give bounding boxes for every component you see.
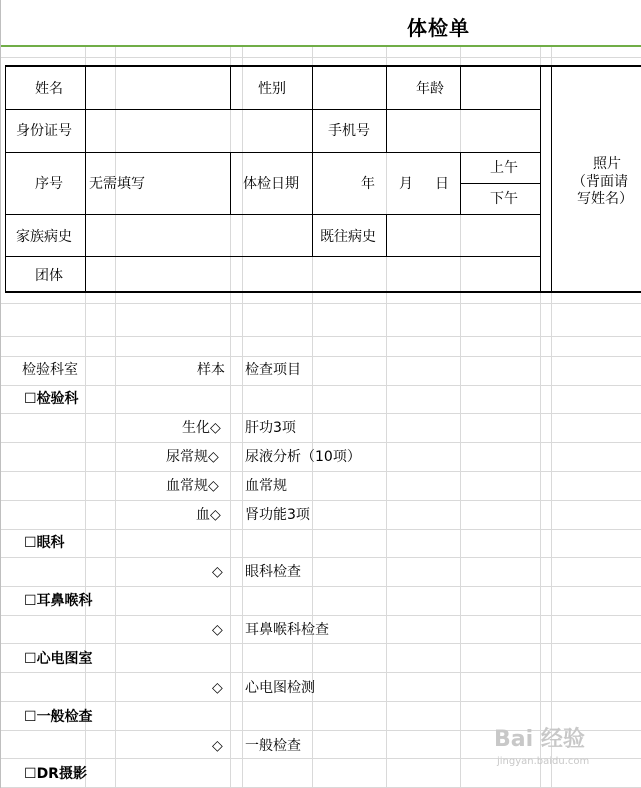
section-ent: ☐耳鼻喉科 — [24, 593, 93, 609]
diamond-icon: ◇ — [212, 564, 223, 580]
watermark-url: jingyan.baidu.com — [497, 756, 590, 767]
gender-label: 性别 — [258, 81, 286, 97]
item-cell: 心电图检测 — [245, 680, 315, 696]
month-label: 月 — [399, 176, 413, 192]
diamond-icon: ◇ — [208, 478, 219, 494]
section-dr: ☐DR摄影 — [24, 766, 87, 782]
item-cell: 肾功能3项 — [245, 507, 310, 523]
section-ecg: ☐心电图室 — [24, 651, 93, 667]
item-cell: 尿液分析（10项） — [245, 449, 361, 465]
age-label: 年龄 — [416, 81, 444, 97]
seq-label: 序号 — [35, 176, 63, 192]
diamond-icon: ◇ — [210, 507, 221, 523]
item-cell: 血常规 — [245, 478, 287, 494]
phone-label: 手机号 — [328, 123, 370, 139]
item-cell: 一般检查 — [245, 738, 301, 754]
seq-value: 无需填写 — [89, 176, 145, 192]
checkbox-icon[interactable]: ☐ — [24, 593, 37, 609]
sample-cell: 血常规◇ — [166, 478, 219, 494]
past-history-label: 既往病史 — [320, 229, 376, 245]
watermark-logo: Bai 经验 — [494, 727, 585, 752]
checkbox-icon[interactable]: ☐ — [24, 535, 37, 551]
id-label: 身份证号 — [16, 123, 72, 139]
item-cell: 眼科检查 — [245, 564, 301, 580]
am-label: 上午 — [490, 160, 518, 176]
col-item: 检查项目 — [245, 362, 301, 378]
group-label: 团体 — [35, 268, 63, 284]
name-label: 姓名 — [35, 81, 63, 97]
section-eye: ☐眼科 — [24, 535, 65, 551]
exam-date-label: 体检日期 — [243, 176, 299, 192]
day-label: 日 — [435, 176, 449, 192]
diamond-icon: ◇ — [212, 738, 223, 754]
sample-cell: 血◇ — [196, 507, 221, 523]
section-general: ☐一般检查 — [24, 709, 93, 725]
sample-cell: 尿常规◇ — [166, 449, 219, 465]
diamond-icon: ◇ — [208, 449, 219, 465]
family-history-label: 家族病史 — [16, 229, 72, 245]
photo-label: 照片 — [593, 156, 621, 172]
col-sample: 样本 — [197, 362, 225, 378]
year-label: 年 — [361, 176, 375, 192]
diamond-icon: ◇ — [212, 622, 223, 638]
sample-cell: 生化◇ — [182, 420, 221, 436]
checkbox-icon[interactable]: ☐ — [24, 651, 37, 667]
checkbox-icon[interactable]: ☐ — [24, 766, 37, 782]
checkbox-icon[interactable]: ☐ — [24, 709, 37, 725]
col-dept: 检验科室 — [22, 362, 78, 378]
pm-label: 下午 — [490, 191, 518, 207]
photo-note-1: （背面请 — [572, 174, 628, 190]
diamond-icon: ◇ — [212, 680, 223, 696]
photo-note-2: 写姓名） — [577, 191, 633, 207]
item-cell: 耳鼻喉科检查 — [245, 622, 329, 638]
diamond-icon: ◇ — [210, 420, 221, 436]
section-lab: ☐检验科 — [24, 391, 79, 407]
item-cell: 肝功3项 — [245, 420, 296, 436]
checkbox-icon[interactable]: ☐ — [24, 391, 37, 407]
form-title: 体检单 — [407, 16, 470, 40]
